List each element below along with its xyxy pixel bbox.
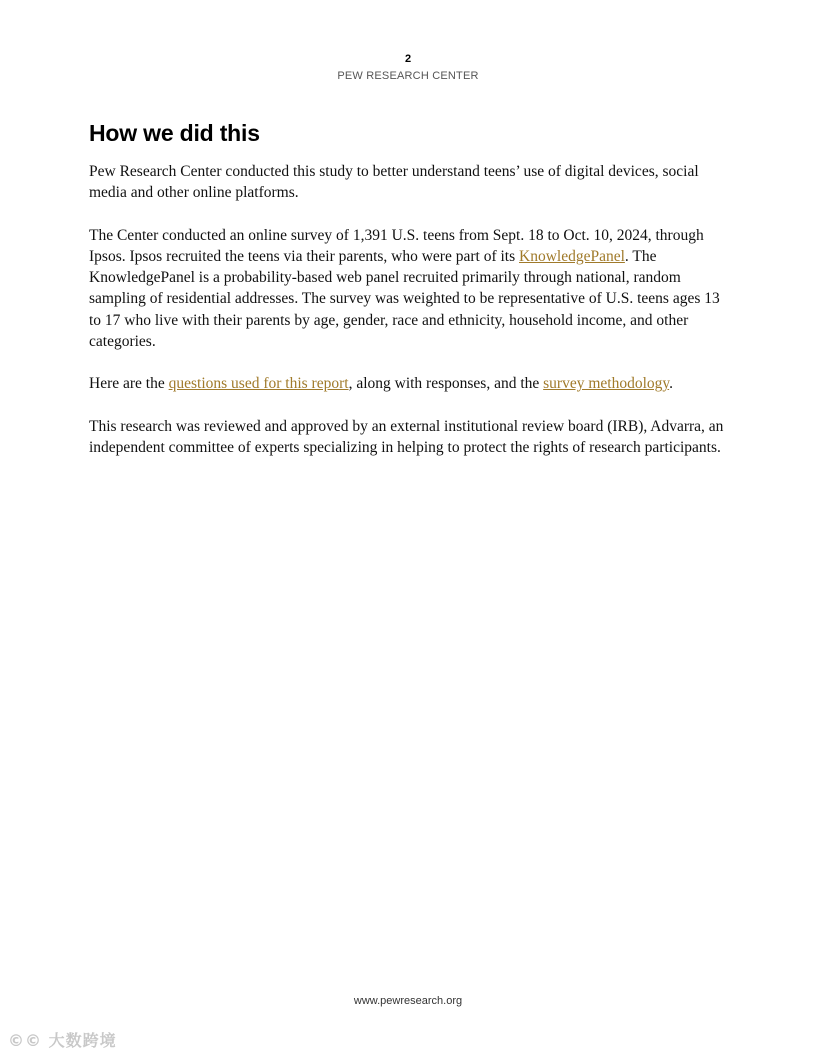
main-content bbox=[89, 118, 734, 479]
page-number: 2 bbox=[404, 53, 412, 65]
paragraph-irb: This research was reviewed and approved by an external institutional review board (IRB), Advarra, an independent committee of experts specializing in helping to protect the rights of research participants. bbox=[89, 417, 724, 456]
section-title: How we did this bbox=[89, 120, 260, 146]
paragraph-survey-text-1: The Center conducted an online survey of 1,391 U.S. teens from Sept. 18 to Oct. 10, 2024, through Ipsos. Ipsos recruited the teens via their parents, who were part of its bbox=[89, 226, 704, 265]
footer-url: www.pewresearch.org bbox=[353, 995, 463, 1007]
paragraph-links-text-1: Here are the bbox=[89, 375, 169, 393]
paragraph-links-text-3: . bbox=[669, 375, 674, 393]
paragraph-links-text-2: , along with responses, and the bbox=[348, 375, 544, 393]
knowledgepanel-link[interactable]: KnowledgePanel bbox=[519, 247, 625, 265]
paragraph-survey-text-2: . The KnowledgePanel is a probability-based web panel recruited primarily through national, random sampling of residential addresses. The survey was weighted to be representative of U.S. teens ages 13 to 17 who live with their parents by age, gender, race and ethnicity, household income, and other categories. bbox=[89, 247, 720, 351]
paragraph-survey bbox=[89, 225, 734, 353]
methodology-link[interactable]: survey methodology bbox=[543, 375, 670, 393]
questions-link[interactable]: questions used for this report bbox=[168, 375, 349, 393]
paragraph-links bbox=[89, 373, 734, 394]
paragraph-intro: Pew Research Center conducted this study to better understand teens’ use of digital devices, social media and other online platforms. bbox=[89, 163, 699, 202]
org-name: PEW RESEARCH CENTER bbox=[337, 70, 479, 82]
watermark: ©© 大数跨境 bbox=[8, 1031, 117, 1050]
page-header bbox=[0, 52, 816, 84]
